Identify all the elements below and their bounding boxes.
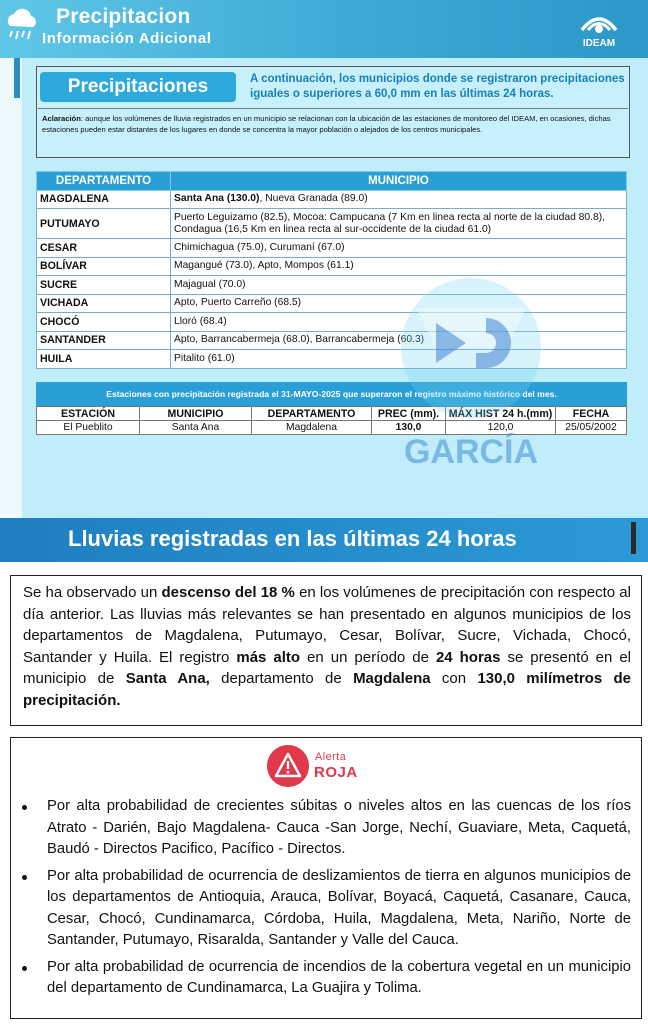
col-header-fecha: FECHA <box>556 407 627 421</box>
page-title: Precipitacion <box>56 5 191 28</box>
col-header-departamento: DEPARTAMENTO <box>252 407 372 421</box>
dep-cell: MAGDALENA <box>37 190 171 209</box>
dep-cell: HUILA <box>37 350 171 369</box>
rain-cloud-icon <box>2 4 42 44</box>
cell-departamento: Magdalena <box>252 421 372 435</box>
cell-estacion: El Pueblito <box>37 421 140 435</box>
dep-cell: SUCRE <box>37 276 171 295</box>
left-strip <box>0 58 22 518</box>
table-row <box>37 239 627 258</box>
ideam-swirl-icon <box>572 6 626 38</box>
lluvias-heading <box>0 518 648 562</box>
col-header-max-hist: MÁX HIST 24 h.(mm) <box>446 407 556 421</box>
clarification-body: : aunque los volúmenes de lluvia registrados en un municipio se relacionan con la ubicación de las estaciones de monitoreo del IDEAM, en ocasiones, dichas estaciones pueden estar distantes de los lugares en donde se concentra la mayor población o alejados de los centros municipales. <box>42 114 611 134</box>
alert-level: ROJA <box>314 764 358 781</box>
warning-icon <box>267 745 309 787</box>
ideam-logo <box>572 6 626 52</box>
heading-marker <box>631 522 636 554</box>
mun-cell: Chimichagua (75.0), Curumaní (67.0) <box>171 239 627 258</box>
cell-fecha: 25/05/2002 <box>556 421 627 435</box>
mun-cell: Majagual (70.0) <box>171 276 627 295</box>
header-banner <box>0 0 648 58</box>
dep-cell: CESAR <box>37 239 171 258</box>
col-header-municipio: MUNICIPIO <box>140 407 252 421</box>
mun-cell: Magangué (73.0), Apto, Mompos (61.1) <box>171 257 627 276</box>
table-row <box>37 209 627 239</box>
col-header-departamento: DEPARTAMENTO <box>37 172 171 191</box>
mun-cell: Puerto Leguizamo (82.5), Mocoa: Campucana (7 Km en linea recta al norte de la ciudad 80.8), Condagua (16,5 Km en linea recta al sur-occidente de la ciudad 61.0) <box>171 209 627 239</box>
strip-bar <box>14 58 20 98</box>
alert-list <box>11 796 641 1005</box>
cell-prec: 130,0 <box>372 421 446 435</box>
col-header-municipio: MUNICIPIO <box>171 172 627 191</box>
mun-cell: Santa Ana (130.0), Nueva Granada (89.0) <box>171 190 627 209</box>
list-item: Por alta probabilidad de crecientes súbitas o niveles altos en las cuencas de los ríos Atrato - Darién, Bajo Magdalena- Cauca -San Jorge, Nechí, Guaviare, Meta, Caquetá, Baudó - Directos Pacifico, Pacífico - Directos. <box>11 796 641 861</box>
alert-word: Alerta <box>315 751 347 763</box>
page-subtitle: Información Adicional <box>42 30 212 47</box>
watermark-text: GARCÍA <box>403 433 539 471</box>
estaciones-title: Estaciones con precipitación registrada el 31-MAYO-2025 que superaron el registro máximo histórico del mes. <box>36 382 627 406</box>
summary-box: Se ha observado un descenso del 18 % en los volúmenes de precipitación con respecto al día anterior. Las lluvias más relevantes se han presentado en algunos municipios de los departamentos de Magdalena, Putumayo, Cesar, Bolívar, Sucre, Vichada, Chocó, Santander y Huila. El registro más alto en un período de 24 horas se presentó en el municipio de Santa Ana, departamento de Magdalena con 130,0 milímetros de precipitación. <box>10 575 642 726</box>
table-row <box>37 190 627 209</box>
ideam-logo-text: IDEAM <box>582 38 616 49</box>
dep-cell: SANTANDER <box>37 331 171 350</box>
mun-cell: Lloró (68.4) <box>171 313 627 332</box>
mun-cell: Apto, Barrancabermeja (68.0), Barrancabermeja (60.3) <box>171 331 627 350</box>
divider <box>38 108 628 109</box>
list-item: Por alta probabilidad de ocurrencia de incendios de la cobertura vegetal en un municipio del departamento de Cundinamarca, La Guajira y Tolima. <box>11 957 641 1000</box>
alert-box <box>10 737 642 1019</box>
clarification-label: Aclaración <box>42 114 81 123</box>
lluvias-heading-text: Lluvias registradas en las últimas 24 horas <box>68 526 517 551</box>
col-header-estacion: ESTACIÓN <box>37 407 140 421</box>
mun-cell: Apto, Puerto Carreño (68.5) <box>171 294 627 313</box>
dep-cell: BOLÍVAR <box>37 257 171 276</box>
intro-text: A continuación, los municipios donde se registraron precipitaciones iguales o superiores a 60,0 mm en las últimas 24 horas. <box>250 73 625 100</box>
table-header-row <box>37 172 627 191</box>
watermark-logo <box>376 268 566 478</box>
section-pill: Precipitaciones <box>40 72 236 102</box>
dep-cell: VICHADA <box>37 294 171 313</box>
cell-max-hist: 120,0 <box>446 421 556 435</box>
list-item: Por alta probabilidad de ocurrencia de deslizamientos de tierra en algunos municipios de los departamentos de Antioquia, Arauca, Bolívar, Boyacá, Caquetá, Casanare, Cauca, Cesar, Chocó, Cundinamarca, Córdoba, Huila, Magdalena, Meta, Nariño, Norte de Santander, Putumayo, Risaralda, Santander y Valle del Cauca. <box>11 866 641 952</box>
dep-cell: CHOCÓ <box>37 313 171 332</box>
mun-cell: Pitalito (61.0) <box>171 350 627 369</box>
col-header-prec: PREC (mm). <box>372 407 446 421</box>
clarification-text <box>42 114 626 135</box>
dep-cell: PUTUMAYO <box>37 209 171 239</box>
cell-municipio: Santa Ana <box>140 421 252 435</box>
